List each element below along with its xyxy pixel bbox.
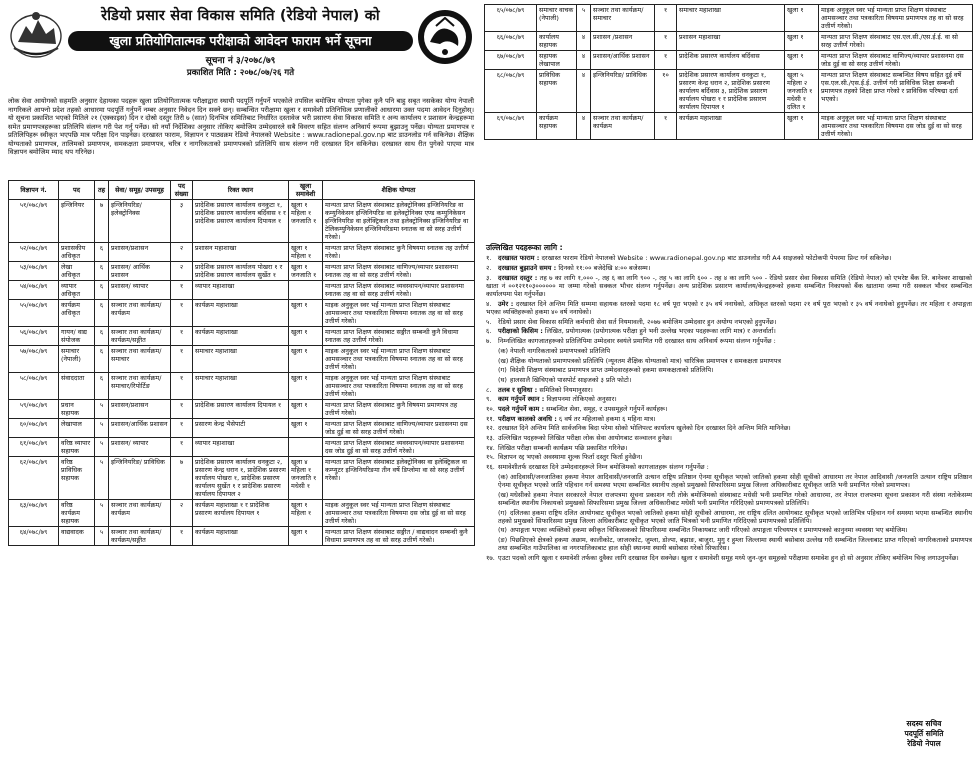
table-row	[485, 32, 973, 51]
cell-vacancy-count: १	[655, 51, 677, 70]
table-row	[9, 373, 475, 400]
vacancy-table-right	[484, 4, 973, 140]
instruction-item	[486, 300, 972, 316]
cell-level: ६	[95, 327, 109, 346]
instruction-text: अपाङ्गता भएका व्यक्तिको हकमा स्वीकृत चिकित्सकको सिफारिसमा सम्बन्धित निकायबाट जारी गरिएको अपाङ्गता परिचयपत्र र प्रमाणपत्रको कानुनमा व्यवस्था भए बमोजिम।	[510, 526, 908, 535]
cell-post-name: वाद्यवादक	[59, 527, 95, 546]
cell-qualification: माइक अनुकूल स्वर भई मान्यता प्राप्त शिक्षण संस्थाबाट आमसञ्चार तथा पत्रकारिता विषयमा स्नातक तह वा सो सरह उत्तीर्ण गरेको।	[323, 346, 475, 373]
table-row	[9, 500, 475, 527]
cell-level: ४	[577, 51, 591, 70]
cell-vacancy-count: १	[171, 281, 193, 300]
cell-vacancy-location: प्रादेशिक प्रसारण कार्यालय बर्दिवास	[677, 51, 785, 70]
cell-qualification: मान्यता प्राप्त शिक्षण संस्थाबाट इलेक्ट्रोनिक्स वा इलेक्ट्रिकल वा कम्प्युटर इन्जिनियरिङमा तीन वर्षे डिप्लोमा वा सो सरह उत्तीर्ण गरेको।	[323, 457, 475, 500]
cell-post-name: समाचार (नेपाली)	[59, 346, 95, 373]
instruction-item	[486, 264, 972, 272]
instruction-text: दलितका हकमा राष्ट्रिय दलित आयोगबाट सूचीकृत भएको जातिको हकमा सोही सूचीको आधारमा, तर राष्ट्रिय दलित आयोगबाट सूचीकृत भएको जातिभित्र पहिचान गर्न समस्या भएमा सम्बन्धित स्थानीय तहको प्रमुखको सिफारिसमा प्रमुख जिल्ला अधिकारीबाट सूचीकृत भएको जाति भित्रको भनी प्रमाणित गरिदिएको प्रमाणपत्रको प्रतिलिपि।	[498, 508, 972, 525]
table-row	[9, 300, 475, 327]
instruction-label: परीक्षण कालको अवधि :	[498, 414, 557, 423]
cell-ad-number: ६३/०७८/७९	[9, 500, 59, 527]
cell-service-group: सञ्चार तथा कार्यक्रम/ कार्यक्रम/सङ्गीत	[109, 527, 171, 546]
instruction-text: तह ७ का लागि १,००० -, तह ६ का लागि ९०० -, तह ५ का लागि ६०० - तह ४ का लागि ५०० - रेडियो प्रसार सेवा विकास समिति (रेडियो नेपाल) को एभरेष्ट बैंक लि. बानेश्वर शाखाको खाता नं ००१२११०३०००००० मा जम्मा गरेको सक्कल भौचर संलग्न गर्नुपर्नेछ। अन्य प्रादेशिक प्रसारण कार्यालय/केन्द्रहरूको हकमा सम्बन्धित निकायको बैंक खातामा जम्मा गरी सक्कल भौचर सम्बन्धित कार्यालयमा पेश गर्नुपर्नेछ।	[486, 273, 972, 299]
cell-ad-number: ६०/०७८/७९	[9, 419, 59, 438]
cell-vacancy-location: प्रसारण केन्द्र भैसेपाटी	[193, 419, 289, 438]
instruction-number: ९.	[486, 395, 492, 404]
instruction-number: (ग)	[498, 366, 507, 375]
cell-post-name: वरिष्ठ व्यापार सहायक	[59, 438, 95, 457]
cell-vacancy-type: खुला ४ महिला १ जनजाति १ मधेसी १	[289, 457, 323, 500]
cell-vacancy-location: प्रादेशिक प्रसारण कार्यालय धनकुटा १, प्रादेशिक प्रसारण कार्यालय बर्दिवास १ र प्रादेशिक प्रसारण कार्यालय दिपायल १	[193, 200, 289, 243]
cell-vacancy-type: खुला १	[785, 51, 819, 70]
instruction-item	[486, 395, 972, 403]
instruction-item	[486, 366, 972, 374]
instruction-number: ५.	[486, 317, 492, 326]
radio-nepal-logo-icon	[416, 8, 474, 66]
cell-qualification: मान्यता प्राप्त शिक्षण संस्थाबाट कुनै विषयमा स्नातक तह उत्तीर्ण गरेको।	[323, 243, 475, 262]
table-row	[9, 457, 475, 500]
instruction-label: उमेर :	[498, 299, 514, 308]
instruction-text: दरखास्त फाराम रेडियो नेपालको Website : www.radionepal.gov.np बाट डाउनलोड गरी A4 साइजको फोटोकपी पेपरमा प्रिन्ट गर्न सकिनेछ।	[541, 254, 892, 263]
cell-ad-number: ५३/०७८/७९	[9, 262, 59, 281]
cell-level: ६	[95, 346, 109, 373]
cell-qualification: मान्यता प्राप्त शिक्षण संस्थाबाट वाणिज्य/व्यापार प्रशासनमा दस जोड दुई वा सो सरह उत्तीर्ण गरेको।	[323, 419, 475, 438]
instruction-item	[486, 424, 972, 432]
instruction-number: १५.	[486, 453, 495, 462]
instruction-number: १०.	[486, 404, 495, 413]
cell-ad-number: ५८/०७८/७९	[9, 373, 59, 400]
instruction-item	[486, 386, 972, 394]
vacancy-table-left	[8, 180, 475, 546]
cell-qualification: मान्यता प्राप्त शिक्षण संस्थाबाट सम्बन्धित विषय सहित दुई वर्षे एस.एल.सी./एस.ई.ई. उत्तीर्ण गरी प्राविधिक शिक्षा सम्बन्धी प्रमाणपत्र तहको शिक्षा प्राप्त गरेको र प्राविधिक परिषद्मा दर्ता भएको।	[819, 70, 973, 113]
instruction-text: लिखित परीक्षा सम्बन्धी कार्यक्रम पछि प्रकाशित गरिनेछ।	[498, 443, 628, 452]
signatory-org: रेडियो नेपाल	[907, 739, 941, 749]
instruction-text: दरखास्त दिने अन्तिम मिति सार्वजनिक बिदा परेमा सोको भोलिपल्ट कार्यालय खुलेको दिन दरखास्त दिने अन्तिम मिति मानिनेछ।	[498, 424, 791, 433]
cell-vacancy-type: खुला १ महिला १ जनजाति १	[289, 200, 323, 243]
instruction-item	[486, 318, 972, 326]
cell-ad-number: ५४/०७८/७९	[9, 281, 59, 300]
instruction-number: (ङ)	[498, 536, 508, 545]
instruction-text: पिछडिएको क्षेत्रको हकमा अछाम, कालीकोट, जाजरकोट, जुम्ला, डोल्पा, बझाङ, बाजुरा, मुगु र हुम्ला जिल्लामा स्थायी बसोबास उल्लेख गरी सम्बन्धित जिल्लाबाट प्राप्त गरिएको नागरिकताको प्रमाणपत्र तथा सम्बन्धित गाउँपालिका वा नगरपालिकाबाट हाल सोही स्थानमा स्थायी बसोबास गरेको सिफारिस।	[498, 536, 972, 553]
cell-ad-number: ६७/०७८/७९	[485, 51, 537, 70]
cell-service-group: प्रशासन /प्रशासन	[591, 32, 655, 51]
instruction-item	[486, 347, 972, 355]
table-row	[9, 400, 475, 419]
instruction-number: १७.	[486, 553, 495, 562]
cell-vacancy-type: खुला १ जनजाति १	[289, 262, 323, 281]
col-level: तह	[95, 181, 109, 200]
cell-service-group: सञ्चार तथा कार्यक्रम/ समाचार/रिपोर्टिङ	[109, 373, 171, 400]
instruction-number: (क)	[498, 472, 509, 481]
cell-vacancy-type: खुला १	[289, 527, 323, 546]
instruction-item	[486, 357, 972, 365]
cell-level: ४	[577, 113, 591, 140]
instruction-label: तलब र सुविधा :	[498, 385, 538, 394]
table-row	[9, 346, 475, 373]
instruction-item	[486, 376, 972, 384]
cell-service-group: सञ्चार तथा कार्यक्रम/ कार्यक्रम	[109, 500, 171, 527]
cell-vacancy-count: १०	[655, 70, 677, 113]
cell-level: ५	[95, 400, 109, 419]
instruction-text: लिखित, प्रयोगात्मक (प्रयोगात्मक परीक्षा हुने भनी उल्लेख भएका पदहरूका लागि मात्र) र अन्तर्वार्ता।	[544, 327, 776, 336]
cell-service-group: इन्जिनियरिङ/ प्राविधिक	[591, 70, 655, 113]
cell-vacancy-type	[289, 281, 323, 300]
cell-qualification: मान्यता प्राप्त शिक्षण संस्थाबाट सङ्गीत सम्बन्धी कुनै विधामा स्नातक तह उत्तीर्ण गरेको।	[323, 327, 475, 346]
col-post: पद	[59, 181, 95, 200]
cell-ad-number: ५९/०७८/७९	[9, 400, 59, 419]
cell-vacancy-count: १	[171, 346, 193, 373]
table-row	[485, 5, 973, 32]
signatory-title: सदस्य सचिव	[906, 719, 942, 728]
cell-service-group: सञ्चार तथा कार्यक्रम/ समाचार	[591, 5, 655, 32]
instruction-number: ८.	[486, 385, 492, 394]
cell-post-name: प्रधान सहायक	[59, 400, 95, 419]
cell-service-group: सञ्चार तथा कार्यक्रम/ कार्यक्रम	[591, 113, 655, 140]
instruction-number: (क)	[498, 346, 509, 355]
cell-service-group: सञ्चार तथा कार्यक्रम/ कार्यक्रम	[109, 300, 171, 327]
cell-post-name: वरिष्ठ कार्यक्रम सहायक	[59, 500, 95, 527]
cell-service-group: सञ्चार तथा कार्यक्रम/ कार्यक्रम/सङ्गीत	[109, 327, 171, 346]
instruction-item	[486, 536, 972, 552]
cell-vacancy-count: १	[655, 5, 677, 32]
instruction-number: ११.	[486, 414, 495, 423]
instruction-text: विज्ञापनमा तोकिएको अनुसार।	[546, 395, 617, 404]
cell-vacancy-location: प्रादेशिक प्रसारण कार्यालय धनकुटा २, प्रसारण केन्द्र धरान १, प्रादेशिक प्रसारण कार्यालय पोखरा १, प्रादेशिक प्रसारण कार्यालय सुर्खेत १ र प्रादेशिक प्रसारण कार्यालय दिपायल २	[193, 457, 289, 500]
instruction-text: दरखास्त दिने अन्तिम मिति सम्ममा सहायक स्तरको पदमा १८ वर्ष पूरा भएको र ३५ वर्ष ननाघेको, अधिकृत स्तरको पदमा २१ वर्ष पूरा भएको र ३५ वर्ष ननाघेको हुनुपर्नेछ। तर महिला र अपाङ्गता भएका व्यक्तिहरूको हकमा ४० वर्ष ननाघेको।	[486, 299, 972, 317]
cell-qualification: मान्यता प्राप्त शिक्षण संस्थाबाट वाणिज्य/व्यापार प्रशासनमा स्नातक तह वा सो सरह उत्तीर्ण गरेको।	[323, 262, 475, 281]
cell-level: ५	[577, 5, 591, 32]
cell-level: ५	[95, 527, 109, 546]
cell-vacancy-type	[289, 438, 323, 457]
instruction-label: परीक्षाको किसिम :	[498, 327, 543, 336]
cell-vacancy-count: १	[655, 113, 677, 140]
instruction-text: विज्ञापन रद्द भएको अवस्थामा शुल्क फिर्ता दस्तुर फिर्ता हुनेछैन।	[498, 453, 643, 462]
cell-vacancy-type: खुला १	[289, 419, 323, 438]
cell-vacancy-location: समाचार महाशाखा	[193, 346, 289, 373]
instruction-item	[486, 463, 972, 471]
instruction-text: समावेशीतर्फ दरखास्त दिने उम्मेदवारहरूले निम्न बमोजिमको कागजातहरू संलग्न गर्नुपर्नेछ :	[498, 463, 709, 472]
cell-qualification: माइक अनुकूल स्वर भई मान्यता प्राप्त शिक्षण संस्थाबाट आमसञ्चार तथा पत्रकारिता विषयमा प्रमाणपत्र तह वा सो सरह उत्तीर्ण गरेको।	[819, 5, 973, 32]
cell-service-group: प्रशासन/प्रशासन	[109, 400, 171, 419]
instruction-text: नेपाली नागरिकताको प्रमाणपत्रको प्रतिलिपि	[510, 346, 611, 355]
cell-post-name: व्यापार अधिकृत	[59, 281, 95, 300]
cell-qualification: माइक अनुकूल स्वर भई मान्यता प्राप्त शिक्षण संस्थाबाट आमसञ्चार तथा पत्रकारिता विषयमा दस जोड दुई वा सो सरह उत्तीर्ण गरेको।	[819, 113, 973, 140]
col-qualification: शैक्षिक योग्यता	[323, 181, 475, 200]
cell-service-group: इन्जिनियरिङ/ प्राविधिक	[109, 457, 171, 500]
instruction-item	[486, 415, 972, 423]
notice-title: खुला प्रतियोगितात्मक परीक्षाको आवेदन फाराम भर्ने सूचना	[68, 31, 413, 51]
cell-level: ६	[95, 243, 109, 262]
cell-ad-number: ६९/०७८/७९	[485, 113, 537, 140]
cell-service-group: प्रशासन/ आर्थिक प्रशासन	[109, 262, 171, 281]
table-row	[9, 262, 475, 281]
cell-vacancy-location: प्रादेशिक प्रसारण कार्यालय धनकुटा १, प्रसारण केन्द्र धरान २, प्रादेशिक प्रसारण कार्यालय बर्दिवास ३, प्रादेशिक प्रसारण कार्यालय पोखरा १ र प्रादेशिक प्रसारण कार्यालय दिपायल १	[677, 70, 785, 113]
instruction-text: समितिको नियमानुसार।	[539, 385, 593, 394]
cell-level: ६	[95, 373, 109, 400]
cell-vacancy-location: व्यापार महाशाखा	[193, 281, 289, 300]
instruction-item	[486, 337, 972, 345]
instruction-number: १३.	[486, 434, 495, 442]
cell-vacancy-type: खुला १ महिला १	[289, 500, 323, 527]
instructions-section	[486, 243, 972, 564]
cell-qualification: माइक अनुकूल स्वर भई मान्यता प्राप्त शिक्षण संस्थाबाट आमसञ्चार तथा पत्रकारिता विषयमा स्नातक तह वा सो सरह उत्तीर्ण गरेको।	[323, 300, 475, 327]
cell-post-name: कार्यक्रम सहायक	[537, 113, 577, 140]
cell-vacancy-count: २	[171, 243, 193, 262]
table-row	[485, 51, 973, 70]
cell-vacancy-location: प्रशासन महाशाखा	[677, 32, 785, 51]
table-row	[9, 419, 475, 438]
cell-vacancy-location: समाचार महाशाखा	[677, 5, 785, 32]
instruction-number: (घ)	[498, 526, 507, 535]
cell-service-group: प्रशासन/प्रशासन	[109, 243, 171, 262]
notice-header	[6, 4, 476, 96]
cell-vacancy-count: २	[171, 262, 193, 281]
instruction-text: सम्बन्धित सेवा, समूह, र उपसमूहले गर्नुपर्ने कार्यहरू।	[546, 404, 668, 413]
cell-level: ४	[577, 32, 591, 51]
cell-level: ५	[95, 457, 109, 500]
instruction-number: ३.	[486, 273, 492, 282]
cell-vacancy-location: प्रादेशिक प्रसारण कार्यालय पोखरा १ र प्रादेशिक प्रसारण कार्यालय सुर्खेत १	[193, 262, 289, 281]
cell-ad-number: ५५/०७८/७९	[9, 300, 59, 327]
col-location: रिक्त स्थान	[193, 181, 289, 200]
instruction-item	[486, 453, 972, 461]
cell-service-group: प्रशासन/आर्थिक प्रशासन	[109, 419, 171, 438]
table-row	[9, 243, 475, 262]
col-type: खुला समावेशी	[289, 181, 323, 200]
signatory-committee: पदपूर्ति समिति	[904, 729, 944, 739]
cell-ad-number: ६२/०७८/७९	[9, 457, 59, 500]
cell-qualification: मान्यता प्राप्त शिक्षण संस्थाबाट व्यवस्थापन/व्यापार प्रशासनमा स्नातक तह वा सो सरह उत्तीर्ण गरेको।	[323, 281, 475, 300]
instruction-label: दरखास्त फाराम :	[498, 254, 540, 263]
cell-level: ६	[95, 300, 109, 327]
cell-vacancy-count: १	[655, 32, 677, 51]
instruction-item	[486, 434, 972, 442]
cell-post-name: सहायक लेखापाल	[537, 51, 577, 70]
signature-block	[882, 719, 966, 749]
instruction-item	[486, 473, 972, 489]
table-row	[485, 70, 973, 113]
instruction-number: (घ)	[498, 375, 507, 384]
cell-ad-number: ६५/०७८/७९	[485, 5, 537, 32]
cell-qualification: मान्यता प्राप्त शिक्षण संस्थाबाट सङ्गीत / वाद्यवादन सम्बन्धी कुनै विधामा प्रमाणपत्र तह वा सो सरह उत्तीर्ण गरेको।	[323, 527, 475, 546]
cell-qualification: माइक अनुकूल स्वर भई मान्यता प्राप्त शिक्षण संस्थाबाट आमसञ्चार तथा पत्रकारिता विषयमा स्नातक तह वा सो सरह उत्तीर्ण गरेको।	[323, 373, 475, 400]
publish-date: प्रकाशित मिति : २०७८/०७/२६ गते	[186, 68, 295, 78]
cell-qualification: माइक अनुकूल स्वर भई मान्यता प्राप्त शिक्षण संस्थाबाट आमसञ्चार तथा पत्रकारिता विषयमा दस जोड दुई वा सो सरह उत्तीर्ण गरेको।	[323, 500, 475, 527]
cell-service-group: सञ्चार तथा कार्यक्रम/ समाचार	[109, 346, 171, 373]
instructions-heading: उल्लिखित पदहरूका लागि :	[486, 243, 563, 252]
cell-vacancy-count: ७	[171, 457, 193, 500]
cell-vacancy-location: कार्यक्रम महाशाखा १ र प्रादेशिक प्रसारण कार्यालय दिपायल १	[193, 500, 289, 527]
cell-post-name: कार्यालय सहायक	[537, 32, 577, 51]
cell-level: ७	[95, 200, 109, 243]
col-vacancy: पद संख्या	[171, 181, 193, 200]
table-row	[9, 527, 475, 546]
instruction-label: दरखास्त बुझाउने समय :	[498, 264, 557, 273]
table-row	[9, 327, 475, 346]
cell-service-group: इन्जिनियरिङ/ इलेक्ट्रोनिक्स	[109, 200, 171, 243]
instruction-text: दिनको ११:०० बजेदेखि ४:०० बजेसम्म।	[558, 264, 651, 273]
cell-vacancy-location: कार्यक्रम महाशाखा	[193, 300, 289, 327]
cell-vacancy-location: कार्यक्रम महाशाखा	[193, 327, 289, 346]
cell-post-name: इन्जिनियर	[59, 200, 95, 243]
instruction-item	[486, 444, 972, 452]
instruction-item	[486, 554, 972, 562]
cell-vacancy-type: खुला १	[785, 5, 819, 32]
instruction-text: आदिवासी/जनजातिका हकमा नेपाल आदिवासी/जनजाति उत्थान राष्ट्रिय प्रतिष्ठान ऐनमा सूचीकृत भएको जातिको हकमा सोही सूचीको आधारमा तर नेपाल आदिवासी /जनजाति उत्थान राष्ट्रिय प्रतिष्ठान ऐनमा सूचीकृत भएको जाति पहिचान गर्न समस्या भएमा सम्बन्धित स्थानीय तहको प्रमुखको सिफारिसमा प्रमुख जिल्ला अधिकारीबाट सूचीकृत जाति भनी प्रमाणित गरेको प्रमाणपत्र।	[498, 472, 972, 489]
instruction-number: (ख)	[498, 356, 509, 365]
instruction-number: १४.	[486, 443, 495, 452]
cell-qualification: मान्यता प्राप्त शिक्षण संस्थाबाट एस.एल.सी./एस.ई.ई. वा सो सरह उत्तीर्ण गरेको।	[819, 32, 973, 51]
cell-vacancy-count: ३	[171, 200, 193, 243]
instruction-item	[486, 526, 972, 534]
instruction-item	[486, 491, 972, 507]
instructions-list	[486, 254, 972, 562]
instruction-item	[486, 274, 972, 299]
cell-service-group: प्रशासन/आर्थिक प्रशासन	[591, 51, 655, 70]
cell-ad-number: ६१/०७८/७९	[9, 438, 59, 457]
cell-vacancy-location: प्रादेशिक प्रसारण कार्यालय दिपायल १	[193, 400, 289, 419]
table-row	[9, 200, 475, 243]
instruction-number: ६.	[486, 327, 492, 336]
instruction-text: उल्लिखित पदहरूको लिखित परीक्षा लोक सेवा आयोगबाट सञ्चालन हुनेछ।	[498, 434, 672, 442]
instruction-item	[486, 254, 972, 262]
cell-vacancy-type: खुला १	[289, 300, 323, 327]
cell-vacancy-type: खुला १	[785, 32, 819, 51]
cell-post-name: लेखापाल	[59, 419, 95, 438]
instruction-number: १६.	[486, 463, 495, 472]
table-row	[9, 438, 475, 457]
table-row	[9, 281, 475, 300]
cell-vacancy-count: २	[171, 500, 193, 527]
cell-vacancy-count: १	[171, 527, 193, 546]
cell-level: ५	[95, 500, 109, 527]
cell-post-name: प्राविधिक सहायक	[537, 70, 577, 113]
instruction-item	[486, 509, 972, 525]
cell-vacancy-count: १	[171, 400, 193, 419]
instruction-text: शैक्षिक योग्यताको प्रमाणपत्रको प्रतिलिपि (न्यूनतम शैक्षिक योग्यताको मात्र) चारित्रिक प्रमाणपत्र र समकक्षता प्रमाणपत्र	[510, 356, 782, 365]
instruction-text: रेडियो प्रसार सेवा विकास समिति कर्मचारी सेवा सर्त नियमावली, २०७७ बमोजिम उम्मेदवार हुन अयोग्य नभएको हुनुपर्नेछ।	[498, 317, 777, 326]
cell-level: ६	[95, 281, 109, 300]
cell-post-name: लेखा अधिकृत	[59, 262, 95, 281]
cell-vacancy-type: खुला १	[289, 373, 323, 400]
cell-qualification: मान्यता प्राप्त शिक्षण संस्थाबाट इलेक्ट्रोनिक्स इन्जिनियरिङ वा कम्युनिकेसन इन्जिनियरिङ वा इलेक्ट्रोनिक्स एण्ड कम्युनिकेसन इन्जिनियरिङ वा इलेक्ट्रिकल तथा इलेक्ट्रोनिक्स इन्जिनियरिङ वा टेलिकम्युनिकेसन इन्जिनियरिङमा स्नातक वा सो सरह उत्तीर्ण गरेको।	[323, 200, 475, 243]
cell-post-name: गायन/ वाद्य संयोजक	[59, 327, 95, 346]
instruction-number: १.	[486, 254, 492, 263]
instruction-label: काम गर्नुपर्ने स्थान :	[498, 395, 545, 404]
col-service: सेवा/ समूह/ उपसमूह	[109, 181, 171, 200]
instruction-label: दरखास्त दस्तुर :	[498, 273, 538, 282]
cell-service-group: प्रशासन/ व्यापार	[109, 281, 171, 300]
cell-vacancy-type: खुला १	[289, 346, 323, 373]
instruction-text: ६ वर्ष तर महिलाको हकमा ६ महिना मात्र।	[558, 414, 656, 423]
cell-vacancy-type: खुला ५ महिला २ जनजाति १ मधेसी १ दलित १	[785, 70, 819, 113]
cell-qualification: मान्यता प्राप्त शिक्षण संस्थाबाट वाणिज्य/व्यापार प्रशासनमा दस जोड दुई वा सो सरह उत्तीर्ण गरेको।	[819, 51, 973, 70]
cell-ad-number: ५६/०७८/७९	[9, 327, 59, 346]
instruction-text: निम्नलिखित कागजातहरूको प्रतिलिपिमा उम्मेदवार स्वयंले प्रमाणित गरी दरखास्त साथ अनिवार्य रूपमा संलग्न गर्नुपर्नेछ :	[498, 337, 776, 346]
instruction-number: १२.	[486, 424, 495, 433]
cell-ad-number: ५७/०७८/७९	[9, 346, 59, 373]
cell-post-name: वरिष्ठ प्राविधिक सहायक	[59, 457, 95, 500]
cell-vacancy-count: १	[171, 438, 193, 457]
cell-vacancy-count: १	[171, 327, 193, 346]
instruction-label: पदले गर्नुपर्ने काम :	[498, 404, 545, 413]
cell-ad-number: ६६/०७८/७९	[485, 32, 537, 51]
cell-ad-number: ६८/०७८/७९	[485, 70, 537, 113]
cell-post-name: कार्यक्रम अधिकृत	[59, 300, 95, 327]
cell-vacancy-count: १	[171, 373, 193, 400]
cell-ad-number: ५१/०७८/७९	[9, 200, 59, 243]
instruction-text: एउटा पदको लागि खुला र समावेशी तर्फका दुवैका लागि दरखास्त दिन सक्नेछ। खुला र समावेशी समूह मध्ये जुन-जुन समूहको परीक्षामा समावेश हुन हो सो अनुसार तोकिए बमोजिम चिन्ह लगाउनुपर्नेछ।	[498, 553, 959, 562]
cell-vacancy-location: व्यापार महाशाखा	[193, 438, 289, 457]
cell-vacancy-type: खुला १	[289, 400, 323, 419]
instruction-text: विदेशी शिक्षण संस्थाबाट प्रमाणपत्र प्राप्त उम्मेदवारहरूको हकमा समकक्षताको प्रतिलिपि।	[510, 366, 714, 375]
instruction-number: ४.	[486, 299, 492, 308]
org-title: रेडियो प्रसार सेवा विकास समिति (रेडियो नेपाल) को	[101, 8, 380, 24]
cell-vacancy-location: समाचार महाशाखा	[193, 373, 289, 400]
intro-paragraph: लोक सेवा आयोगको सहमति अनुसार देहायका पदहरू खुला प्रतियोगितात्मक परीक्षाद्वारा स्थायी पदपूर्ति गर्नुपर्ने भएकोले तपसिल बमोजिम योग्यता पुगेका कुनै पनि बाहु सबृत नसकेका योग्य नेपाली नागरिकले आफ्नो प्रदेश तहको आधारमा पदपूर्ति गर्नुपर्ने नम्बर अनुसार निवेदन दिन सक्ने छन्। सम्बन्धित परीक्षामा खुला र समावेशी प्रतिनिधित्व प्रणालीको आधारमा उक्त पदमा आवेदन दिनुहोस्। यो सूचना प्रकाशित भएको मितिले २१ (एक्काइस) दिन र दोस्रो दस्तुर तिरी ७ (सात) दिनभित्र समितिबाट निर्धारित दस्तावेज भरी प्रसारण सेवा विकास समिति र अन्य कार्यालय र प्रशासन केन्द्रहरूमा समेत प्रमाणपत्रहरूका प्रतिलिपि संलग्न गरी पेश गर्नु पर्नेछ। सो नयाँ निर्देशिका अनुसार तोकिए बमोजिम उम्मेदवारले सबै विवरण सहित संलग्न अनिवार्य रूपमा बुझाउनु पर्नेछ। योग्यता प्रमाणपत्र र प्रतिलिपिहरू स्वीकृत भएपछि मात्र परीक्षा दिन पाइनेछ। दरखास्त फाराम, विज्ञापन र पाठ्यक्रम रेडियो नेपालको Website : www.radionepal.gov.np बाट डाउनलोड गर्न सकिनेछ। शैक्षिक योग्यताको प्रमाणपत्र, तालिमको प्रमाणपत्र, समकक्षता प्रमाणपत्र, चरित्र र नागरिकताको प्रमाणपत्रको प्रतिलिपि साथ संलग्न गरी दरखास्त दिन सकिनेछ। दरखास्त साथ रीत पुगेको पाएमा मात्र विज्ञापन बमोजिम म्याद थप गरिनेछ।	[8, 97, 474, 156]
cell-vacancy-location: कार्यक्रम महाशाखा	[193, 527, 289, 546]
cell-qualification: मान्यता प्राप्त शिक्षण संस्थाबाट कुनै विषयमा प्रमाणपत्र तह उत्तीर्ण गरेको।	[323, 400, 475, 419]
col-ad-no: विज्ञापन नं.	[9, 181, 59, 200]
instruction-item	[486, 405, 972, 413]
instruction-number: २.	[486, 264, 492, 273]
instruction-text: मधेसीको हकमा नेपाल सरकारले नेपाल राजपत्रमा सूचना प्रकाशन गरी तोके बमोजिमको संस्थाबाट मधेसी भनी प्रमाणित गरेको आधारमा, तर नेपाल राजपत्रमा सूचना प्रकाशन गरी संस्था नतोकेसम्म सम्बन्धित स्थानीय निकायको प्रमुखको सिफारिसमा प्रमुख जिल्ला अधिकारीबाट मधेसी भनी प्रमाणित गरिदिएको प्रमाणपत्रको प्रतिलिपि।	[498, 490, 972, 507]
instruction-item	[486, 327, 972, 335]
cell-vacancy-type: खुला १ महिला १	[289, 243, 323, 262]
cell-vacancy-count: १	[171, 300, 193, 327]
cell-level: ५	[95, 438, 109, 457]
cell-vacancy-location: कार्यक्रम महाशाखा	[677, 113, 785, 140]
cell-vacancy-location: प्रशासन महाशाखा	[193, 243, 289, 262]
cell-qualification: मान्यता प्राप्त शिक्षण संस्थाबाट व्यवस्थापन/व्यापार प्रशासनमा दस जोड दुई वा सो सरह उत्तीर्ण गरेको।	[323, 438, 475, 457]
cell-post-name: संवाददाता	[59, 373, 95, 400]
cell-vacancy-count: १	[171, 419, 193, 438]
table-row	[485, 113, 973, 140]
cell-post-name: प्रशासकीय अधिकृत	[59, 243, 95, 262]
nepal-emblem-icon	[8, 8, 64, 60]
table-header-row	[9, 181, 475, 200]
cell-level: ५	[95, 419, 109, 438]
cell-post-name: समाचार वाचक (नेपाली)	[537, 5, 577, 32]
cell-ad-number: ६४/०७८/७९	[9, 527, 59, 546]
cell-vacancy-type: खुला १	[289, 327, 323, 346]
cell-level: ६	[95, 262, 109, 281]
instruction-number: ७.	[486, 337, 492, 346]
instruction-number: (ग)	[498, 508, 507, 517]
cell-service-group: प्रशासन/ व्यापार	[109, 438, 171, 457]
notice-number: सूचना नं ३/२०७८/७९	[205, 56, 276, 66]
cell-ad-number: ५२/०७८/७९	[9, 243, 59, 262]
cell-vacancy-type: खुला १	[785, 113, 819, 140]
cell-level: ४	[577, 70, 591, 113]
instruction-number: (ख)	[498, 490, 509, 499]
instruction-text: हालसालै खिचिएको पासपोर्ट साइजको ३ प्रति फोटो।	[510, 375, 632, 384]
